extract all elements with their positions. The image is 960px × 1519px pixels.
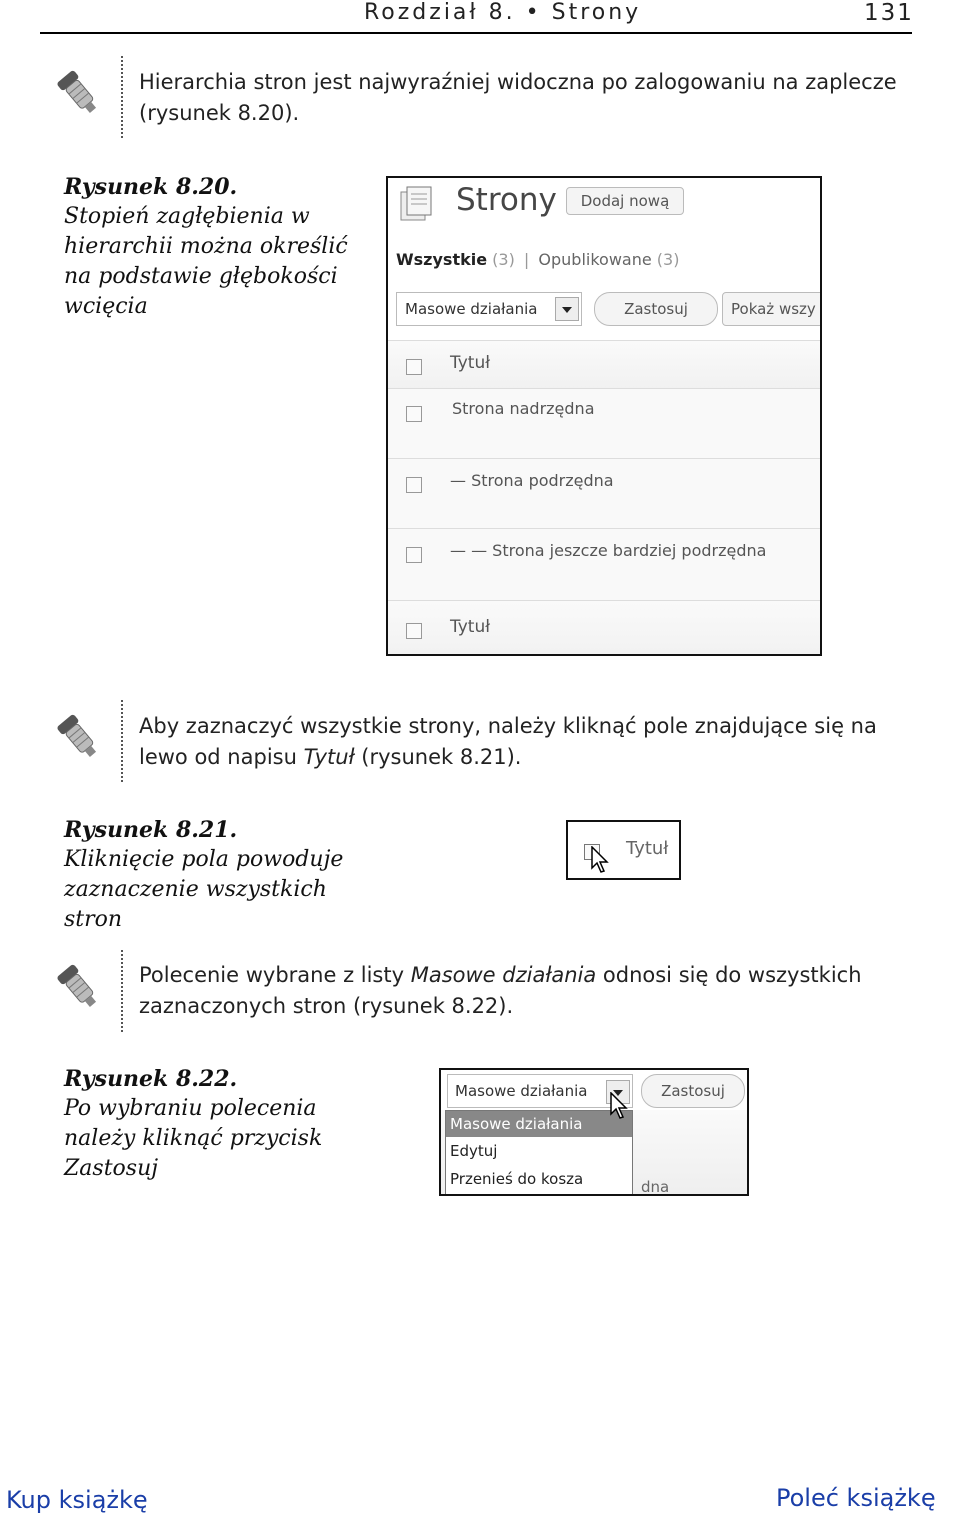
dropdown-menu xyxy=(445,1110,633,1196)
bulk-actions-label: Masowe działania xyxy=(405,300,538,318)
dropdown-option[interactable]: Edytuj xyxy=(450,1142,498,1160)
lightbulb-icon xyxy=(52,958,110,1016)
page-link[interactable]: Strona nadrzędna xyxy=(452,399,595,418)
filter-all-link[interactable]: Wszystkie xyxy=(396,250,488,269)
add-new-button[interactable]: Dodaj nową xyxy=(566,187,684,215)
cursor-arrow-icon xyxy=(590,846,612,876)
filter-links xyxy=(396,250,679,269)
figure-caption xyxy=(64,1064,364,1184)
tip-text-part: (rysunek 8.21). xyxy=(354,745,522,769)
pages-icon xyxy=(398,184,438,224)
tip-text xyxy=(139,711,919,773)
bulk-actions-select[interactable] xyxy=(447,1074,633,1108)
figure-caption-text: Stopień zagłębienia w hierarchii można określić na podstawie głębokości wcięcia xyxy=(64,204,348,319)
tip-text-part: Aby zaznaczyć wszystkie strony, należy kliknąć pole znajdujące się na lewo od napisu xyxy=(139,714,877,769)
apply-button[interactable]: Zastosuj xyxy=(594,292,718,326)
lightbulb-icon xyxy=(52,708,110,766)
row-checkbox[interactable] xyxy=(406,547,422,563)
figure-screenshot-bulk-actions xyxy=(439,1068,749,1196)
row-checkbox[interactable] xyxy=(406,406,422,422)
header-rule xyxy=(40,32,912,34)
page-link-partial: dna xyxy=(641,1178,670,1196)
figure-caption-text: Po wybraniu polecenia należy kliknąć przycisk Zastosuj xyxy=(64,1096,323,1181)
cursor-arrow-icon xyxy=(609,1092,631,1122)
figure-screenshot-select-all xyxy=(566,820,681,880)
page-link[interactable]: — Strona podrzędna xyxy=(450,471,614,490)
filter-published-link[interactable]: Opublikowane xyxy=(538,250,652,269)
bulk-actions-label: Masowe działania xyxy=(455,1082,588,1100)
figure-screenshot-pages xyxy=(386,176,822,656)
table-header-row xyxy=(388,340,822,389)
tip-divider xyxy=(121,700,123,782)
page-title: Strony xyxy=(456,182,557,218)
figure-caption-text: Kliknięcie pola powoduje zaznaczenie wszystkich stron xyxy=(64,847,344,932)
table-row xyxy=(388,388,822,459)
table-footer-row xyxy=(388,600,822,656)
filter-separator: | xyxy=(523,250,530,269)
column-title-header: Tytuł xyxy=(626,838,669,859)
tip-text: Hierarchia stron jest najwyraźniej widoczna po zalogowaniu na zaplecze (rysunek 8.20). xyxy=(139,70,897,125)
recommend-book-link[interactable]: Poleć książkę xyxy=(776,1484,936,1512)
select-all-checkbox[interactable] xyxy=(406,623,422,639)
row-checkbox[interactable] xyxy=(406,477,422,493)
figure-caption xyxy=(64,815,364,935)
figure-number: Rysunek 8.21. xyxy=(64,817,238,843)
tip-divider xyxy=(121,56,123,138)
show-all-button[interactable]: Pokaż wszy xyxy=(722,292,822,326)
table-row xyxy=(388,458,822,529)
filter-published-count: (3) xyxy=(656,250,680,269)
dropdown-option[interactable]: Przenieś do kosza xyxy=(450,1170,584,1188)
chapter-heading: Rozdział 8. • Strony xyxy=(364,0,642,25)
select-all-checkbox[interactable] xyxy=(406,359,422,375)
table-row xyxy=(388,528,822,601)
figure-number: Rysunek 8.22. xyxy=(64,1066,238,1092)
tip-text-part: Polecenie wybrane z listy xyxy=(139,963,411,987)
buy-book-link[interactable]: Kup książkę xyxy=(6,1486,148,1514)
column-title-footer: Tytuł xyxy=(450,617,491,637)
tip-text-part: odnosi się do wszystkich zaznaczonych stron (rysunek 8.22). xyxy=(139,963,862,1018)
filter-all-count: (3) xyxy=(492,250,515,269)
tip-divider xyxy=(121,950,123,1032)
page-link[interactable]: — — Strona jeszcze bardziej podrzędna xyxy=(450,541,767,560)
chevron-down-icon xyxy=(555,297,579,321)
tip-emphasis: Tytuł xyxy=(303,745,355,769)
tip-text xyxy=(139,960,919,1022)
column-title-header: Tytuł xyxy=(450,353,491,373)
figure-number: Rysunek 8.20. xyxy=(64,174,238,200)
lightbulb-icon xyxy=(52,64,110,122)
apply-button[interactable]: Zastosuj xyxy=(641,1074,745,1108)
dropdown-option-selected[interactable]: Masowe działania xyxy=(446,1111,632,1137)
page-number: 131 xyxy=(864,0,914,26)
bulk-actions-select[interactable] xyxy=(396,292,582,326)
tip-emphasis: Masowe działania xyxy=(410,963,597,987)
figure-caption xyxy=(64,172,364,322)
